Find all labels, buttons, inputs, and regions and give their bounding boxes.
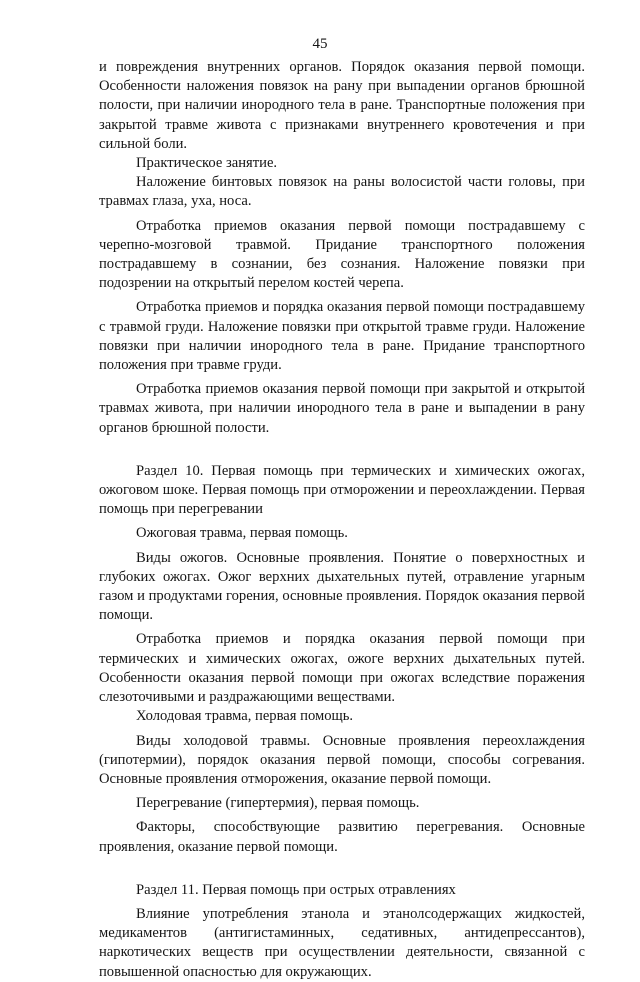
section-10-heading: Раздел 10. Первая помощь при термических и химических ожогах, ожоговом шоке. Первая помощь при отморожении и переохлаждении. Первая помощь при перегревании xyxy=(99,462,585,518)
paragraph-cold-types: Виды холодовой травмы. Основные проявления переохлаждения (гипотермии), порядок оказания первой помощи, способы согревания. Основные проявления отморожения, оказание первой помощи. xyxy=(99,732,585,787)
paragraph-overheating: Перегревание (гипертермия), первая помощь. xyxy=(136,795,420,812)
section-11-heading: Раздел 11. Первая помощь при острых отравлениях xyxy=(136,881,456,898)
paragraph-practical-lesson: Практическое занятие. xyxy=(136,155,278,172)
paragraph-head-bandages: Наложение бинтовых повязок на раны волосистой части головы, при травмах глаза, уха, носа. xyxy=(99,174,585,210)
paragraph-head-injury-practice: Отработка приемов оказания первой помощи пострадавшему с черепно-мозговой травмой. Придание транспортного положения пострадавшему в сознании, без сознания. Наложение повязки при подозрении на открытый перелом костей черепа. xyxy=(99,217,585,292)
paragraph-substance-influence: Влияние употребления этанола и этанолсодержащих жидкостей, медикаментов (антигистаминных, седативных, антидепрессантов), наркотических веществ при осуществлении деятельности, связанной с повышенной опасностью для окружающих. xyxy=(99,905,585,980)
paragraph-cold-trauma: Холодовая травма, первая помощь. xyxy=(136,708,354,725)
paragraph-internal-organs: и повреждения внутренних органов. Порядок оказания первой помощи. Особенности наложения повязок на рану при выпадении органов брюшной полости, при наличии инородного тела в ране. Транспортные положения при закрытой травме живота с признаками внутреннего кровотечения и при сильной боли. xyxy=(99,59,585,152)
document-body xyxy=(99,58,585,982)
page-number: 45 xyxy=(312,36,328,52)
paragraph-burn-trauma: Ожоговая травма, первая помощь. xyxy=(136,525,348,542)
paragraph-overheating-factors: Факторы, способствующие развитию перегревания. Основные проявления, оказание первой помощи. xyxy=(99,819,585,855)
paragraph-burn-types: Виды ожогов. Основные проявления. Понятие о поверхностных и глубоких ожогах. Ожог верхних дыхательных путей, отравление угарным газом и продуктами горения, основные проявления. Порядок оказания первой помощи. xyxy=(99,549,585,624)
paragraph-abdominal-injury-practice: Отработка приемов оказания первой помощи при закрытой и открытой травмах живота, при наличии инородного тела в ране и выпадении в рану органов брюшной полости. xyxy=(99,381,585,436)
paragraph-burn-practice: Отработка приемов и порядка оказания первой помощи при термических и химических ожогах, ожоге верхних дыхательных путей. Особенности оказания первой помощи при ожогах вследствие поражения слезоточивыми и раздражающими веществами. xyxy=(99,631,585,706)
paragraph-chest-injury-practice: Отработка приемов и порядка оказания первой помощи пострадавшему с травмой груди. Наложение повязки при открытой травме груди. Наложение повязки при наличии инородного тела в ране. Придание транспортного положения при травме груди. xyxy=(99,299,585,374)
